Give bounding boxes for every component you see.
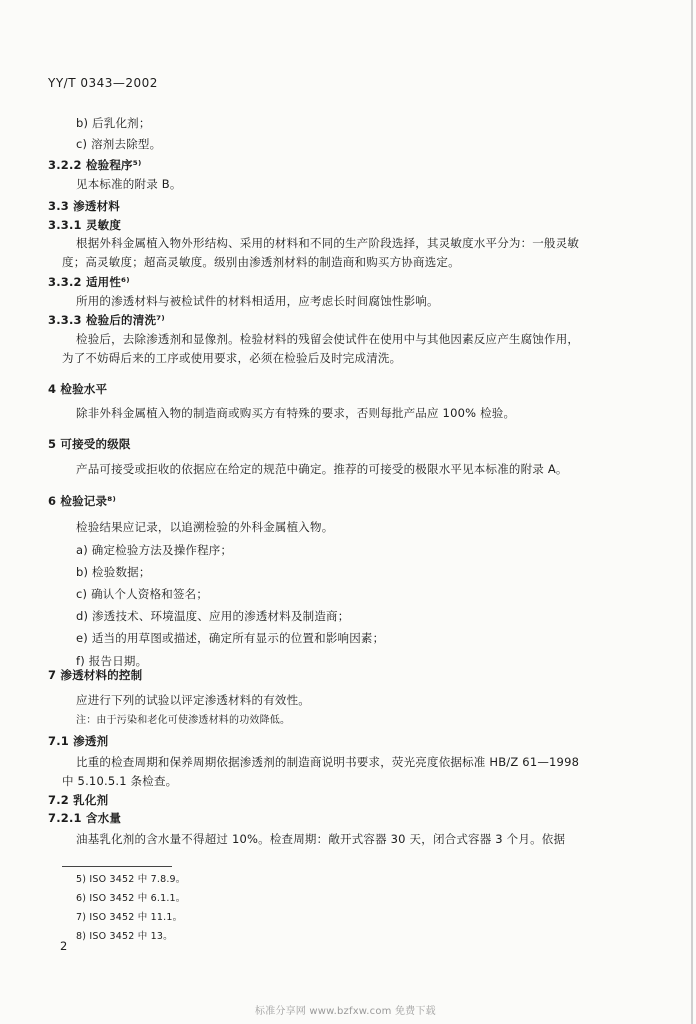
- section-7-1-title: 7.1 渗透剂: [48, 734, 109, 748]
- footnote-7: 7) ISO 3452 中 11.1。: [76, 912, 183, 923]
- section-3-2-2-body: 见本标准的附录 B。: [76, 177, 182, 191]
- section-6-item-b: b) 检验数据；: [76, 565, 151, 579]
- section-3-3-1-para-line1: 根据外科金属植入物外形结构、采用的材料和不同的生产阶段选择，其灵敏度水平分为：一般灵敏: [76, 236, 580, 250]
- section-5-title: 5 可接受的级限: [48, 437, 131, 451]
- section-3-3-3-para-line1: 检验后，去除渗透剂和显像剂。检验材料的残留会使试件在使用中与其他因素反应产生腐蚀作用，: [76, 332, 580, 346]
- section-3-3-3-para-line2: 为了不妨碍后来的工序或使用要求，必须在检验后及时完成清洗。: [62, 351, 402, 365]
- footnote-5: 5) ISO 3452 中 7.8.9。: [76, 874, 186, 885]
- section-3-2-2-title: 3.2.2 检验程序⁵⁾: [48, 158, 142, 172]
- section-4-body: 除非外科金属植入物的制造商或购买方有特殊的要求，否则每批产品应 100% 检验。: [76, 406, 516, 420]
- section-6-body: 检验结果应记录，以追溯检验的外科金属植入物。: [76, 520, 334, 534]
- standard-number: YY/T 0343—2002: [48, 76, 158, 90]
- section-6-item-e: e) 适当的用草图或描述，确定所有显示的位置和影响因素；: [76, 631, 385, 645]
- page-number: 2: [60, 939, 68, 953]
- footnote-rule: [62, 866, 172, 867]
- section-7-2-1-title: 7.2.1 含水量: [48, 811, 122, 825]
- watermark-text: 标准分享网 www.bzfxw.com 免费下载: [255, 1006, 436, 1017]
- footnote-6: 6) ISO 3452 中 6.1.1。: [76, 893, 186, 904]
- section-3-3-2-title: 3.3.2 适用性⁶⁾: [48, 275, 130, 289]
- section-7-2-1-para-line1: 油基乳化剂的含水量不得超过 10%。检查周期：敞开式容器 30 天，闭合式容器 3 个月。依据: [76, 832, 566, 846]
- section-7-2-title: 7.2 乳化剂: [48, 793, 109, 807]
- list-item-c: c) 溶剂去除型。: [76, 137, 162, 151]
- section-3-3-2-body: 所用的渗透材料与被检试件的材料相适用，应考虑长时间腐蚀性影响。: [76, 294, 439, 308]
- section-6-item-d: d) 渗透技术、环境温度、应用的渗透材料及制造商；: [76, 609, 350, 623]
- section-7-title: 7 渗透材料的控制: [48, 668, 143, 682]
- section-5-body: 产品可接受或拒收的依据应在给定的规范中确定。推荐的可接受的极限水平见本标准的附录 A。: [76, 462, 568, 476]
- section-7-1-para-line1: 比重的检查周期和保养周期依据渗透剂的制造商说明书要求，荧光亮度依据标准 HB/Z 61—1998: [76, 755, 580, 769]
- section-3-3-1-para-line2: 度；高灵敏度；超高灵敏度。级别由渗透剂材料的制造商和购买方协商选定。: [62, 255, 460, 269]
- section-6-item-f: f) 报告日期。: [76, 654, 148, 668]
- section-3-3-1-title: 3.3.1 灵敏度: [48, 218, 122, 232]
- section-6-item-c: c) 确认个人资格和签名；: [76, 587, 209, 601]
- section-6-title: 6 检验记录⁸⁾: [48, 494, 116, 508]
- section-7-1-para-line2: 中 5.10.5.1 条检查。: [62, 774, 178, 788]
- section-7-body: 应进行下列的试验以评定渗透材料的有效性。: [76, 693, 310, 707]
- list-item-b: b) 后乳化剂；: [76, 116, 151, 130]
- section-3-3-title: 3.3 渗透材料: [48, 199, 120, 213]
- scan-edge-shadow: [691, 0, 693, 1024]
- footnote-8: 8) ISO 3452 中 13。: [76, 931, 173, 942]
- section-6-item-a: a) 确定检验方法及操作程序；: [76, 543, 233, 557]
- section-3-3-3-title: 3.3.3 检验后的清洗⁷⁾: [48, 313, 165, 327]
- section-7-note: 注：由于污染和老化可使渗透材料的功效降低。: [76, 715, 291, 726]
- section-4-title: 4 检验水平: [48, 382, 108, 396]
